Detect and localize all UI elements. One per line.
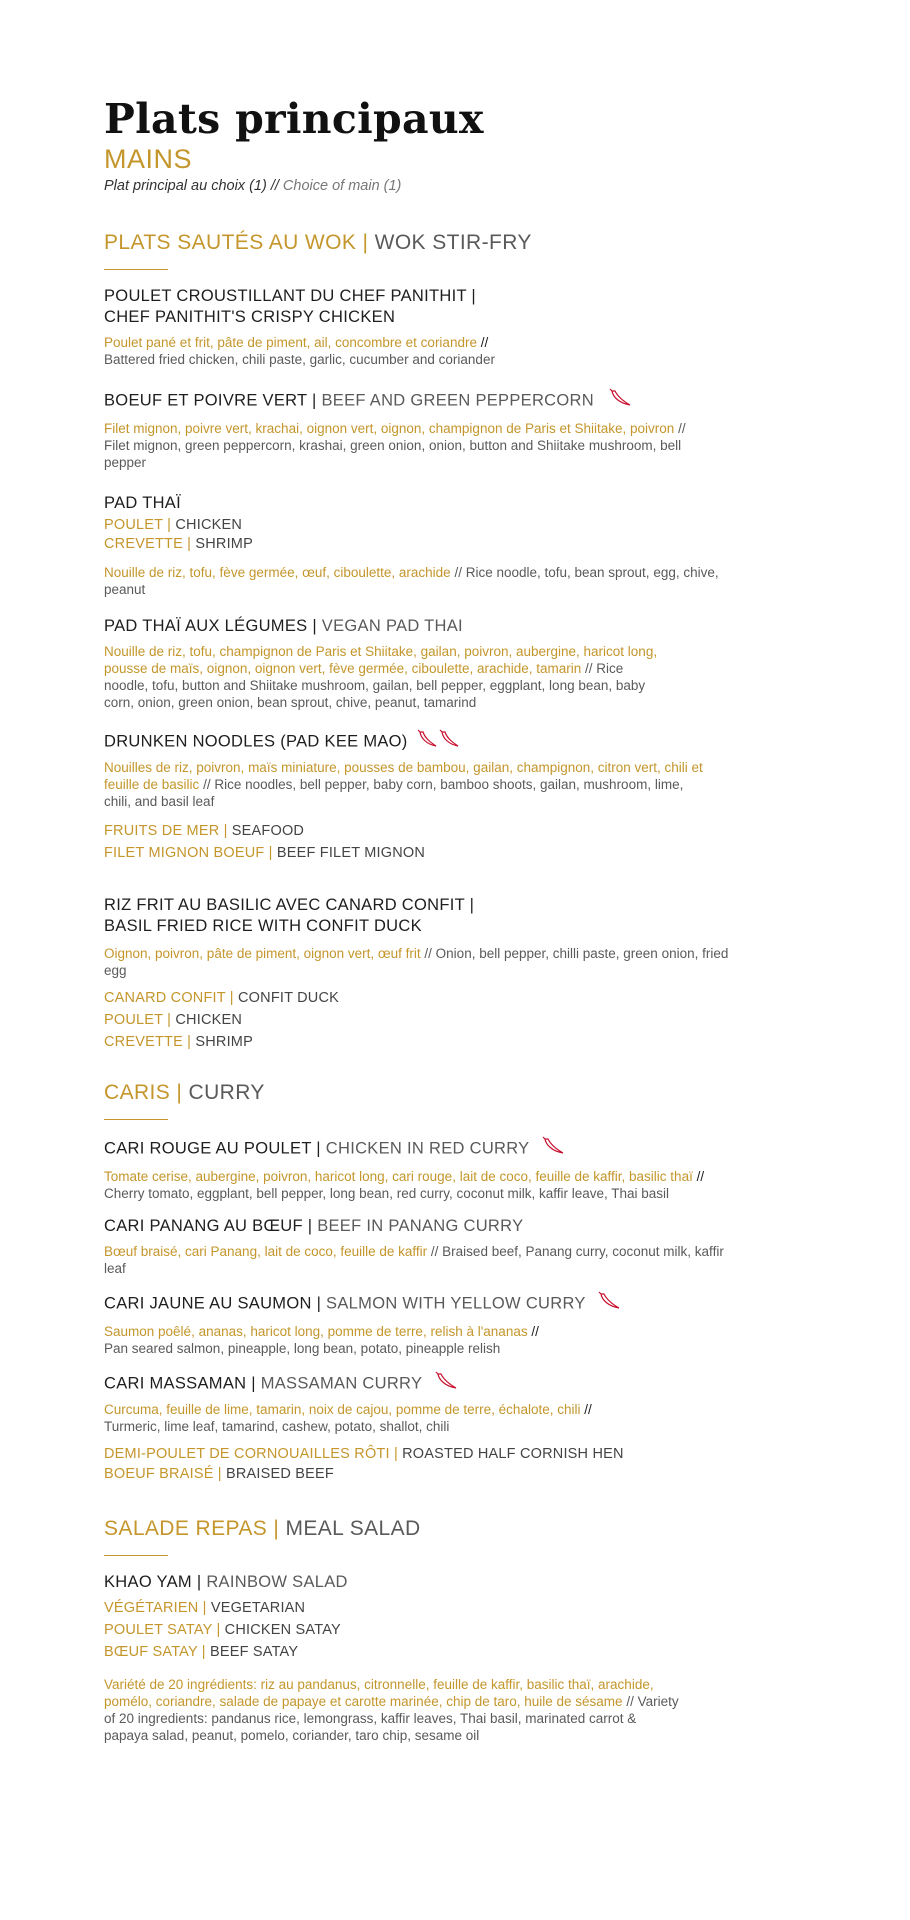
option-en: CHICKEN [171,517,243,533]
option-fr: VÉGÉTARIEN | [104,1600,207,1616]
description-en: // Variety of 20 ingredients: pandanus rice, lemongrass, kaffir leaves, Thai basil, marinated carrot & papaya salad, peanut, pomelo, coriander, taro chip, sesame oil [104,1694,679,1743]
option-en: CHICKEN SATAY [220,1622,341,1638]
dish-crispy-chicken [104,286,804,368]
dish-name-fr: KHAO YAM | [104,1573,202,1591]
chili-pepper-icon [609,388,633,414]
dish-name-fr: POULET CROUSTILLANT DU CHEF PANITHIT | [104,287,477,305]
chili-pepper-icon [439,729,461,755]
dish-name-en: BASIL FRIED RICE WITH CONFIT DUCK [104,917,422,935]
option-en: SEAFOOD [227,823,305,839]
choice-note [104,178,804,194]
section-divider [104,269,168,270]
section-heading-salad [104,1516,804,1542]
protein-option [104,535,804,554]
page-subtitle: MAINS [104,144,193,174]
description-fr: Curcuma, feuille de lime, tamarin, noix de cajou, pomme de terre, échalote, chili [104,1402,581,1417]
dish-name [104,1136,804,1162]
protein-option [104,516,804,535]
protein-option [104,1465,804,1484]
option-en: SHRIMP [191,536,253,552]
dish-name [104,1291,804,1317]
option-fr: CREVETTE | [104,536,192,552]
option-fr: POULET | [104,517,172,533]
dish-panang-curry [104,1216,804,1277]
description-en: Battered fried chicken, chili paste, garlic, cucumber and coriander [104,352,495,367]
dish-name [104,1216,804,1237]
option-en: CONFIT DUCK [233,990,340,1006]
description-fr: Filet mignon, poivre vert, krachai, oignon vert, oignon, champignon de Paris et Shiitake, poivron [104,421,675,436]
section-heading-fr: CARIS | [104,1081,183,1104]
dish-name-fr: CARI ROUGE AU POULET | [104,1139,321,1158]
section-heading-fr: PLATS SAUTÉS AU WOK | [104,231,369,254]
dish-name-en: MASSAMAN CURRY [255,1374,422,1393]
dish-name [104,1371,804,1397]
option-fr: POULET SATAY | [104,1622,221,1638]
option-fr: POULET | [104,1012,172,1028]
section-heading-fr: SALADE REPAS | [104,1517,280,1540]
description-en: Cherry tomato, eggplant, bell pepper, long bean, red curry, coconut milk, kaffir leave, Thai basil [104,1186,670,1201]
protein-option [104,1011,804,1030]
description-separator: // [476,335,489,350]
section-heading-wok [104,230,804,256]
description-fr: Nouilles de riz, poivron, maïs miniature, pousses de bambou, gailan, champignon, citron vert, chili et feuille de basilic [104,760,703,792]
dish-description [104,1323,714,1357]
dish-basil-fried-rice [104,895,804,1052]
description-fr: Variété de 20 ingrédients: riz au pandanus, citronnelle, feuille de kaffir, basilic thaï, arachide, pomélo, coriandre, salade de papaye et carotte marinée, chip de taro, huile de sésame [104,1677,654,1709]
description-fr: Tomate cerise, aubergine, poivron, haricot long, cari rouge, lait de coco, feuille de kaffir, basilic thaï [104,1169,693,1184]
chili-pepper-icon [598,1291,622,1317]
description-fr: Nouille de riz, tofu, fève germée, œuf, ciboulette, arachide [104,565,451,580]
protein-option [104,1643,804,1662]
option-en: ROASTED HALF CORNISH HEN [397,1446,624,1462]
option-fr: BOEUF BRAISÉ | [104,1466,222,1482]
option-fr: CREVETTE | [104,1034,192,1050]
dish-name [104,388,804,414]
dish-name-fr: PAD THAÏ AUX LÉGUMES | [104,617,317,635]
protein-option [104,1033,804,1052]
dish-pad-thai [104,493,804,598]
dish-name-fr: CARI PANANG AU BŒUF | [104,1217,313,1235]
choice-note-en: Choice of main (1) [278,178,402,194]
dish-description [104,759,704,810]
chili-pepper-icon [542,1136,566,1162]
dish-description [104,420,714,471]
dish-description [104,643,664,711]
option-en: SHRIMP [191,1034,253,1050]
page-title: Plats principaux [104,95,484,143]
dish-name-en: SALMON WITH YELLOW CURRY [321,1294,586,1313]
description-fr: Oignon, poivron, pâte de piment, oignon vert, œuf frit [104,946,421,961]
dish-vegan-pad-thai [104,616,804,711]
dish-name-en: BEEF IN PANANG CURRY [312,1217,524,1235]
dish-description [104,1243,744,1277]
dish-name-fr: CARI MASSAMAN | [104,1374,256,1393]
description-separator: // [527,1324,539,1339]
option-en: BRAISED BEEF [221,1466,334,1482]
dish-description [104,1401,714,1435]
section-heading-en: WOK STIR-FRY [368,231,532,254]
description-en: // Rice noodle, tofu, bean sprout, egg, chive, peanut [104,565,719,597]
description-en: // Braised beef, Panang curry, coconut milk, kaffir leaf [104,1244,724,1276]
option-en: CHICKEN [171,1012,243,1028]
description-en: // Rice noodle, tofu, button and Shiitake mushroom, gailan, bell pepper, eggplant, long bean, baby corn, onion, green onion, bean sprout, chive, peanut, tamarind [104,661,646,710]
protein-option [104,1445,804,1464]
description-en: // Rice noodles, bell pepper, baby corn, bamboo shoots, gailan, mushroom, lime, chili, and basil leaf [104,777,684,809]
protein-option [104,1621,804,1640]
description-en: Turmeric, lime leaf, tamarind, cashew, potato, shallot, chili [104,1419,450,1434]
dish-khao-yam [104,1572,804,1744]
option-fr: FRUITS DE MER | [104,823,228,839]
option-en: BEEF FILET MIGNON [272,845,426,861]
section-heading-en: MEAL SALAD [279,1517,421,1540]
description-separator: // [692,1169,705,1184]
dish-description [104,1168,714,1202]
section-heading-curry [104,1080,804,1106]
dish-name-fr: BOEUF ET POIVRE VERT | [104,391,317,410]
description-fr: Saumon poêlé, ananas, haricot long, pomme de terre, relish à l'ananas [104,1324,528,1339]
section-divider [104,1555,168,1556]
option-fr: CANARD CONFIT | [104,990,234,1006]
dish-name-fr: CARI JAUNE AU SAUMON | [104,1294,322,1313]
dish-name-en: BEEF AND GREEN PEPPERCORN [316,391,594,410]
dish-name [104,1572,804,1593]
protein-option [104,844,804,863]
chili-pepper-icon [417,729,439,755]
dish-name-en: CHICKEN IN RED CURRY [320,1139,530,1158]
dish-description [104,564,744,598]
description-fr: Bœuf braisé, cari Panang, lait de coco, feuille de kaffir [104,1244,428,1259]
dish-name-en: CHEF PANITHIT'S CRISPY CHICKEN [104,308,396,326]
description-en: // Onion, bell pepper, chilli paste, green onion, fried egg [104,946,729,978]
protein-option [104,1599,804,1618]
option-fr: DEMI-POULET DE CORNOUAILLES RÔTI | [104,1446,398,1462]
dish-name-text: DRUNKEN NOODLES (PAD KEE MAO) [104,732,408,751]
dish-red-curry [104,1136,804,1202]
dish-description [104,1676,684,1744]
dish-name: PAD THAÏ [104,494,181,512]
dish-name [104,616,804,637]
section-divider [104,1119,168,1120]
protein-option [104,989,804,1008]
dish-description [104,334,714,368]
dish-name-fr: RIZ FRIT AU BASILIC AVEC CANARD CONFIT | [104,896,475,914]
dish-description [104,945,744,979]
protein-option [104,822,804,841]
description-en: // Filet mignon, green peppercorn, krashai, green onion, onion, button and Shiitake mushroom, bell pepper [104,421,686,470]
choice-note-fr: Plat principal au choix (1) // [104,178,279,194]
dish-name [104,729,804,755]
dish-massaman-curry [104,1371,804,1484]
option-fr: BŒUF SATAY | [104,1644,206,1660]
section-heading-en: CURRY [182,1081,265,1104]
description-separator: // [580,1402,592,1417]
dish-drunken-noodles [104,729,804,863]
dish-beef-peppercorn [104,388,804,471]
description-en: Pan seared salmon, pineapple, long bean, potato, pineapple relish [104,1341,501,1356]
description-fr: Nouille de riz, tofu, champignon de Paris et Shiitake, gailan, poivron, aubergine, haricot long, pousse de maïs, oignon, oignon vert, fève germée, ciboulette, arachide, tamarin [104,644,658,676]
option-fr: FILET MIGNON BOEUF | [104,845,273,861]
menu-page [104,96,804,1744]
dish-name-en: VEGAN PAD THAI [316,617,463,635]
description-fr: Poulet pané et frit, pâte de piment, ail, concombre et coriandre [104,335,477,350]
option-en: BEEF SATAY [205,1644,299,1660]
option-en: VEGETARIAN [206,1600,306,1616]
dish-yellow-curry [104,1291,804,1357]
chili-pepper-icon [435,1371,459,1397]
dish-name-en: RAINBOW SALAD [201,1573,348,1591]
